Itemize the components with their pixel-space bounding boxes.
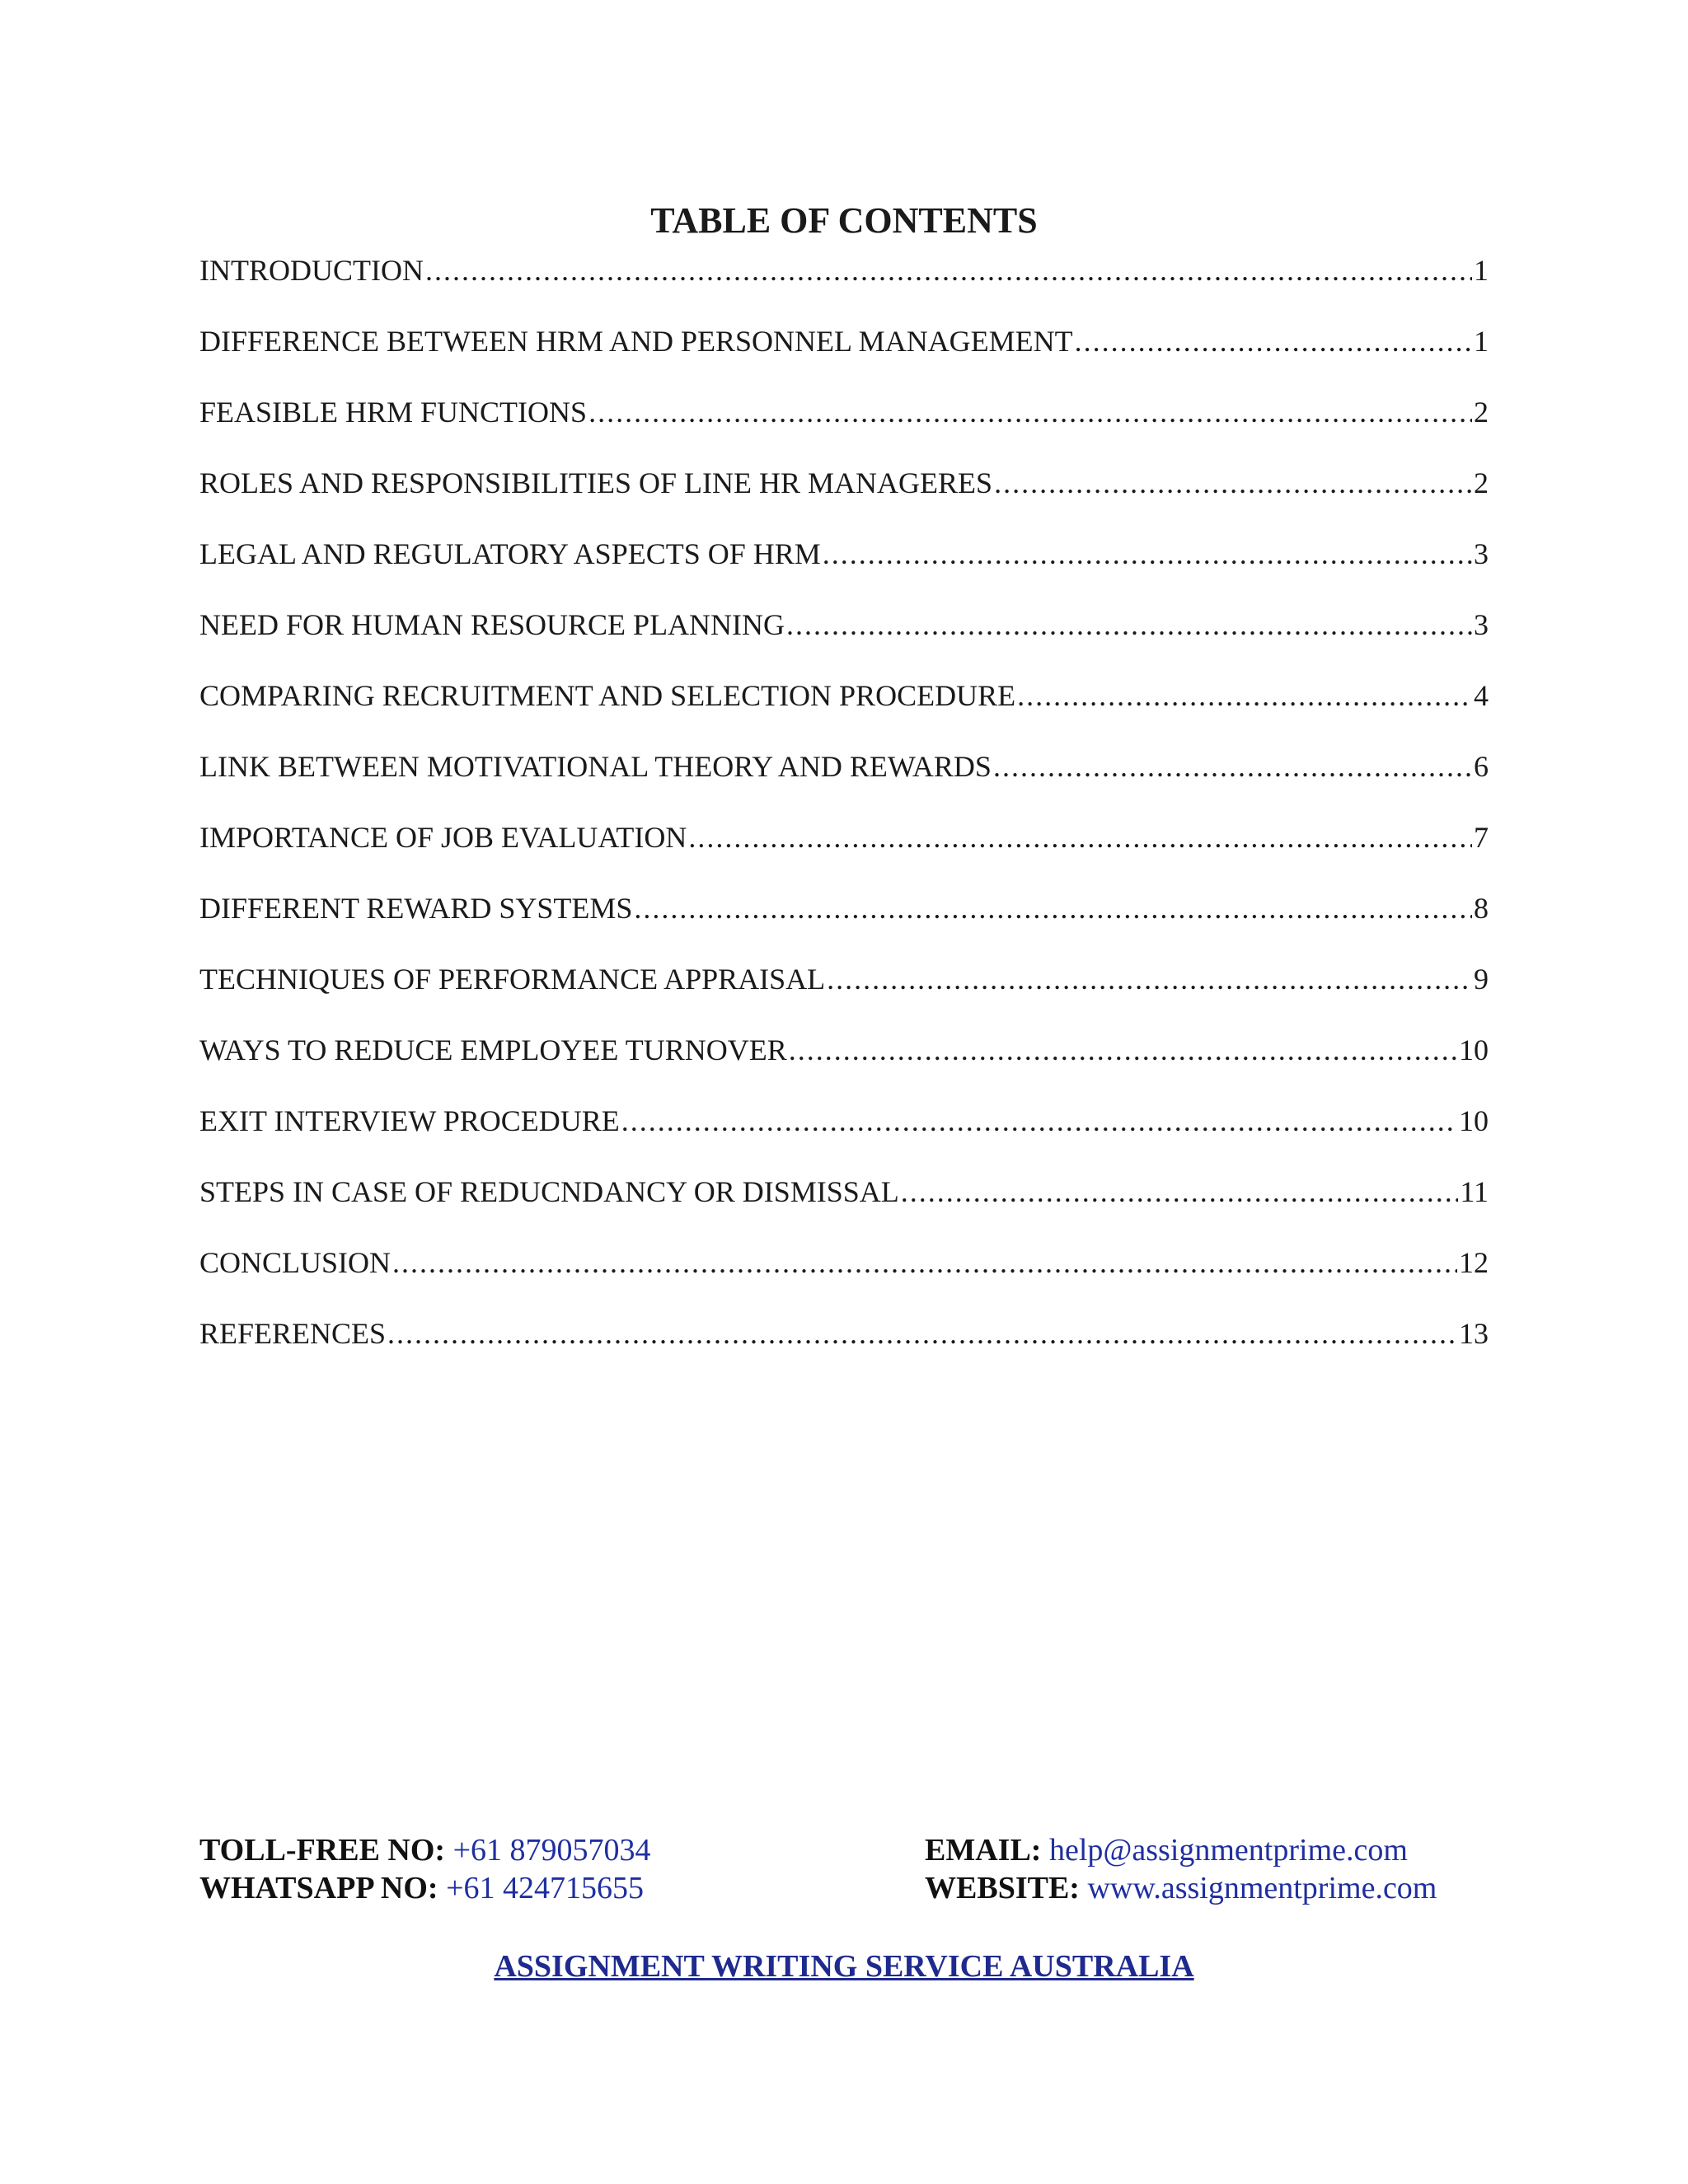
website-label: WEBSITE:	[925, 1871, 1080, 1905]
toc-entry-page: 9	[1474, 963, 1489, 996]
whatsapp-label: WHATSAPP NO:	[199, 1871, 438, 1905]
toc-entry-page: 6	[1474, 750, 1489, 783]
toc-entry[interactable]	[199, 529, 1489, 600]
toc-entry-title: LINK BETWEEN MOTIVATIONAL THEORY AND REWARDS	[199, 750, 992, 783]
whatsapp-number[interactable]: +61 424715655	[446, 1871, 645, 1905]
toc-entry[interactable]	[199, 1096, 1489, 1167]
toc-entry-page: 10	[1459, 1033, 1489, 1066]
toc-dot-leader	[1075, 316, 1472, 366]
toc-entry-page: 1	[1474, 325, 1489, 358]
email-link[interactable]: help@assignmentprime.com	[1048, 1833, 1408, 1868]
toc-entry[interactable]	[199, 954, 1489, 1025]
toc-entry[interactable]	[199, 246, 1489, 316]
toc-entry-page: 3	[1474, 537, 1489, 570]
toc-entry[interactable]	[199, 813, 1489, 883]
toc-entry-title: TECHNIQUES OF PERFORMANCE APPRAISAL	[199, 963, 826, 996]
toc-entry[interactable]	[199, 1025, 1489, 1096]
contact-row	[199, 1869, 1489, 1907]
toc-entry-page: 13	[1459, 1317, 1489, 1350]
toc-entry-title: DIFFERENCE BETWEEN HRM AND PERSONNEL MANAGEMENT	[199, 325, 1073, 358]
toc-dot-leader	[786, 600, 1472, 649]
toc-entry[interactable]	[199, 1167, 1489, 1238]
toc-entry-page: 3	[1474, 608, 1489, 641]
contact-row	[199, 1831, 1489, 1869]
toc-dot-leader	[827, 954, 1472, 1004]
toc-dot-leader	[1017, 671, 1472, 720]
toc-entry-title: FEASIBLE HRM FUNCTIONS	[199, 396, 588, 429]
footer-contacts	[199, 1831, 1489, 1907]
email-contact	[925, 1831, 1408, 1869]
toc-dot-leader	[993, 742, 1472, 791]
toll-free-contact	[199, 1831, 925, 1869]
toc-entry-title: EXIT INTERVIEW PROCEDURE	[199, 1104, 620, 1137]
toc-entry-title: WAYS TO REDUCE EMPLOYEE TURNOVER	[199, 1033, 787, 1066]
toc-entry-page: 4	[1474, 679, 1489, 712]
toc-dot-leader	[823, 529, 1472, 579]
toc-entry-title: LEGAL AND REGULATORY ASPECTS OF HRM	[199, 537, 821, 570]
toc-entry-title: REFERENCES	[199, 1317, 387, 1350]
toc-entry-title: IMPORTANCE OF JOB EVALUATION	[199, 821, 687, 854]
toc-dot-leader	[392, 1238, 1457, 1287]
toc-entry-title: CONCLUSION	[199, 1246, 392, 1279]
toc-entry[interactable]	[199, 600, 1489, 671]
toc-entry-title: DIFFERENT REWARD SYSTEMS	[199, 892, 633, 925]
toc-entry-page: 2	[1474, 396, 1489, 429]
toc-dot-leader	[588, 387, 1472, 437]
toll-free-number[interactable]: +61 879057034	[452, 1833, 651, 1868]
toc-entry-title: INTRODUCTION	[199, 254, 424, 287]
toc-dot-leader	[425, 246, 1472, 295]
whatsapp-contact	[199, 1869, 925, 1907]
service-link[interactable]: ASSIGNMENT WRITING SERVICE AUSTRALIA	[494, 1949, 1194, 1984]
website-link[interactable]: www.assignmentprime.com	[1087, 1871, 1437, 1905]
toc-entry[interactable]	[199, 316, 1489, 387]
toc-entry[interactable]	[199, 742, 1489, 813]
toc-entry-page: 11	[1460, 1175, 1489, 1208]
website-contact	[925, 1869, 1437, 1907]
toc-dot-leader	[621, 1096, 1457, 1146]
toc-dot-leader	[901, 1167, 1459, 1216]
toc-entry[interactable]	[199, 458, 1489, 529]
table-of-contents	[199, 246, 1489, 1380]
toc-entry-title: COMPARING RECRUITMENT AND SELECTION PROCEDURE	[199, 679, 1016, 712]
toc-entry[interactable]	[199, 387, 1489, 458]
toc-dot-leader	[387, 1309, 1457, 1358]
toc-entry-page: 10	[1459, 1104, 1489, 1137]
toc-entry-page: 1	[1474, 254, 1489, 287]
toc-entry-page: 7	[1474, 821, 1489, 854]
toc-entry[interactable]	[199, 1238, 1489, 1309]
toc-entry[interactable]	[199, 671, 1489, 742]
toc-entry-title: ROLES AND RESPONSIBILITIES OF LINE HR MANAGERES	[199, 466, 993, 499]
toc-dot-leader	[994, 458, 1472, 508]
toc-dot-leader	[789, 1025, 1457, 1075]
email-label: EMAIL:	[925, 1833, 1042, 1868]
toc-entry-page: 8	[1474, 892, 1489, 925]
toc-entry[interactable]	[199, 883, 1489, 954]
toc-entry-page: 2	[1474, 466, 1489, 499]
toc-entry-title: STEPS IN CASE OF REDUCNDANCY OR DISMISSAL	[199, 1175, 899, 1208]
page-title: TABLE OF CONTENTS	[650, 200, 1038, 241]
toc-dot-leader	[688, 813, 1472, 862]
toc-entry-title: NEED FOR HUMAN RESOURCE PLANNING	[199, 608, 785, 641]
toll-free-label: TOLL-FREE NO:	[199, 1833, 446, 1868]
toc-entry[interactable]	[199, 1309, 1489, 1380]
toc-dot-leader	[634, 883, 1472, 933]
toc-entry-page: 12	[1459, 1246, 1489, 1279]
